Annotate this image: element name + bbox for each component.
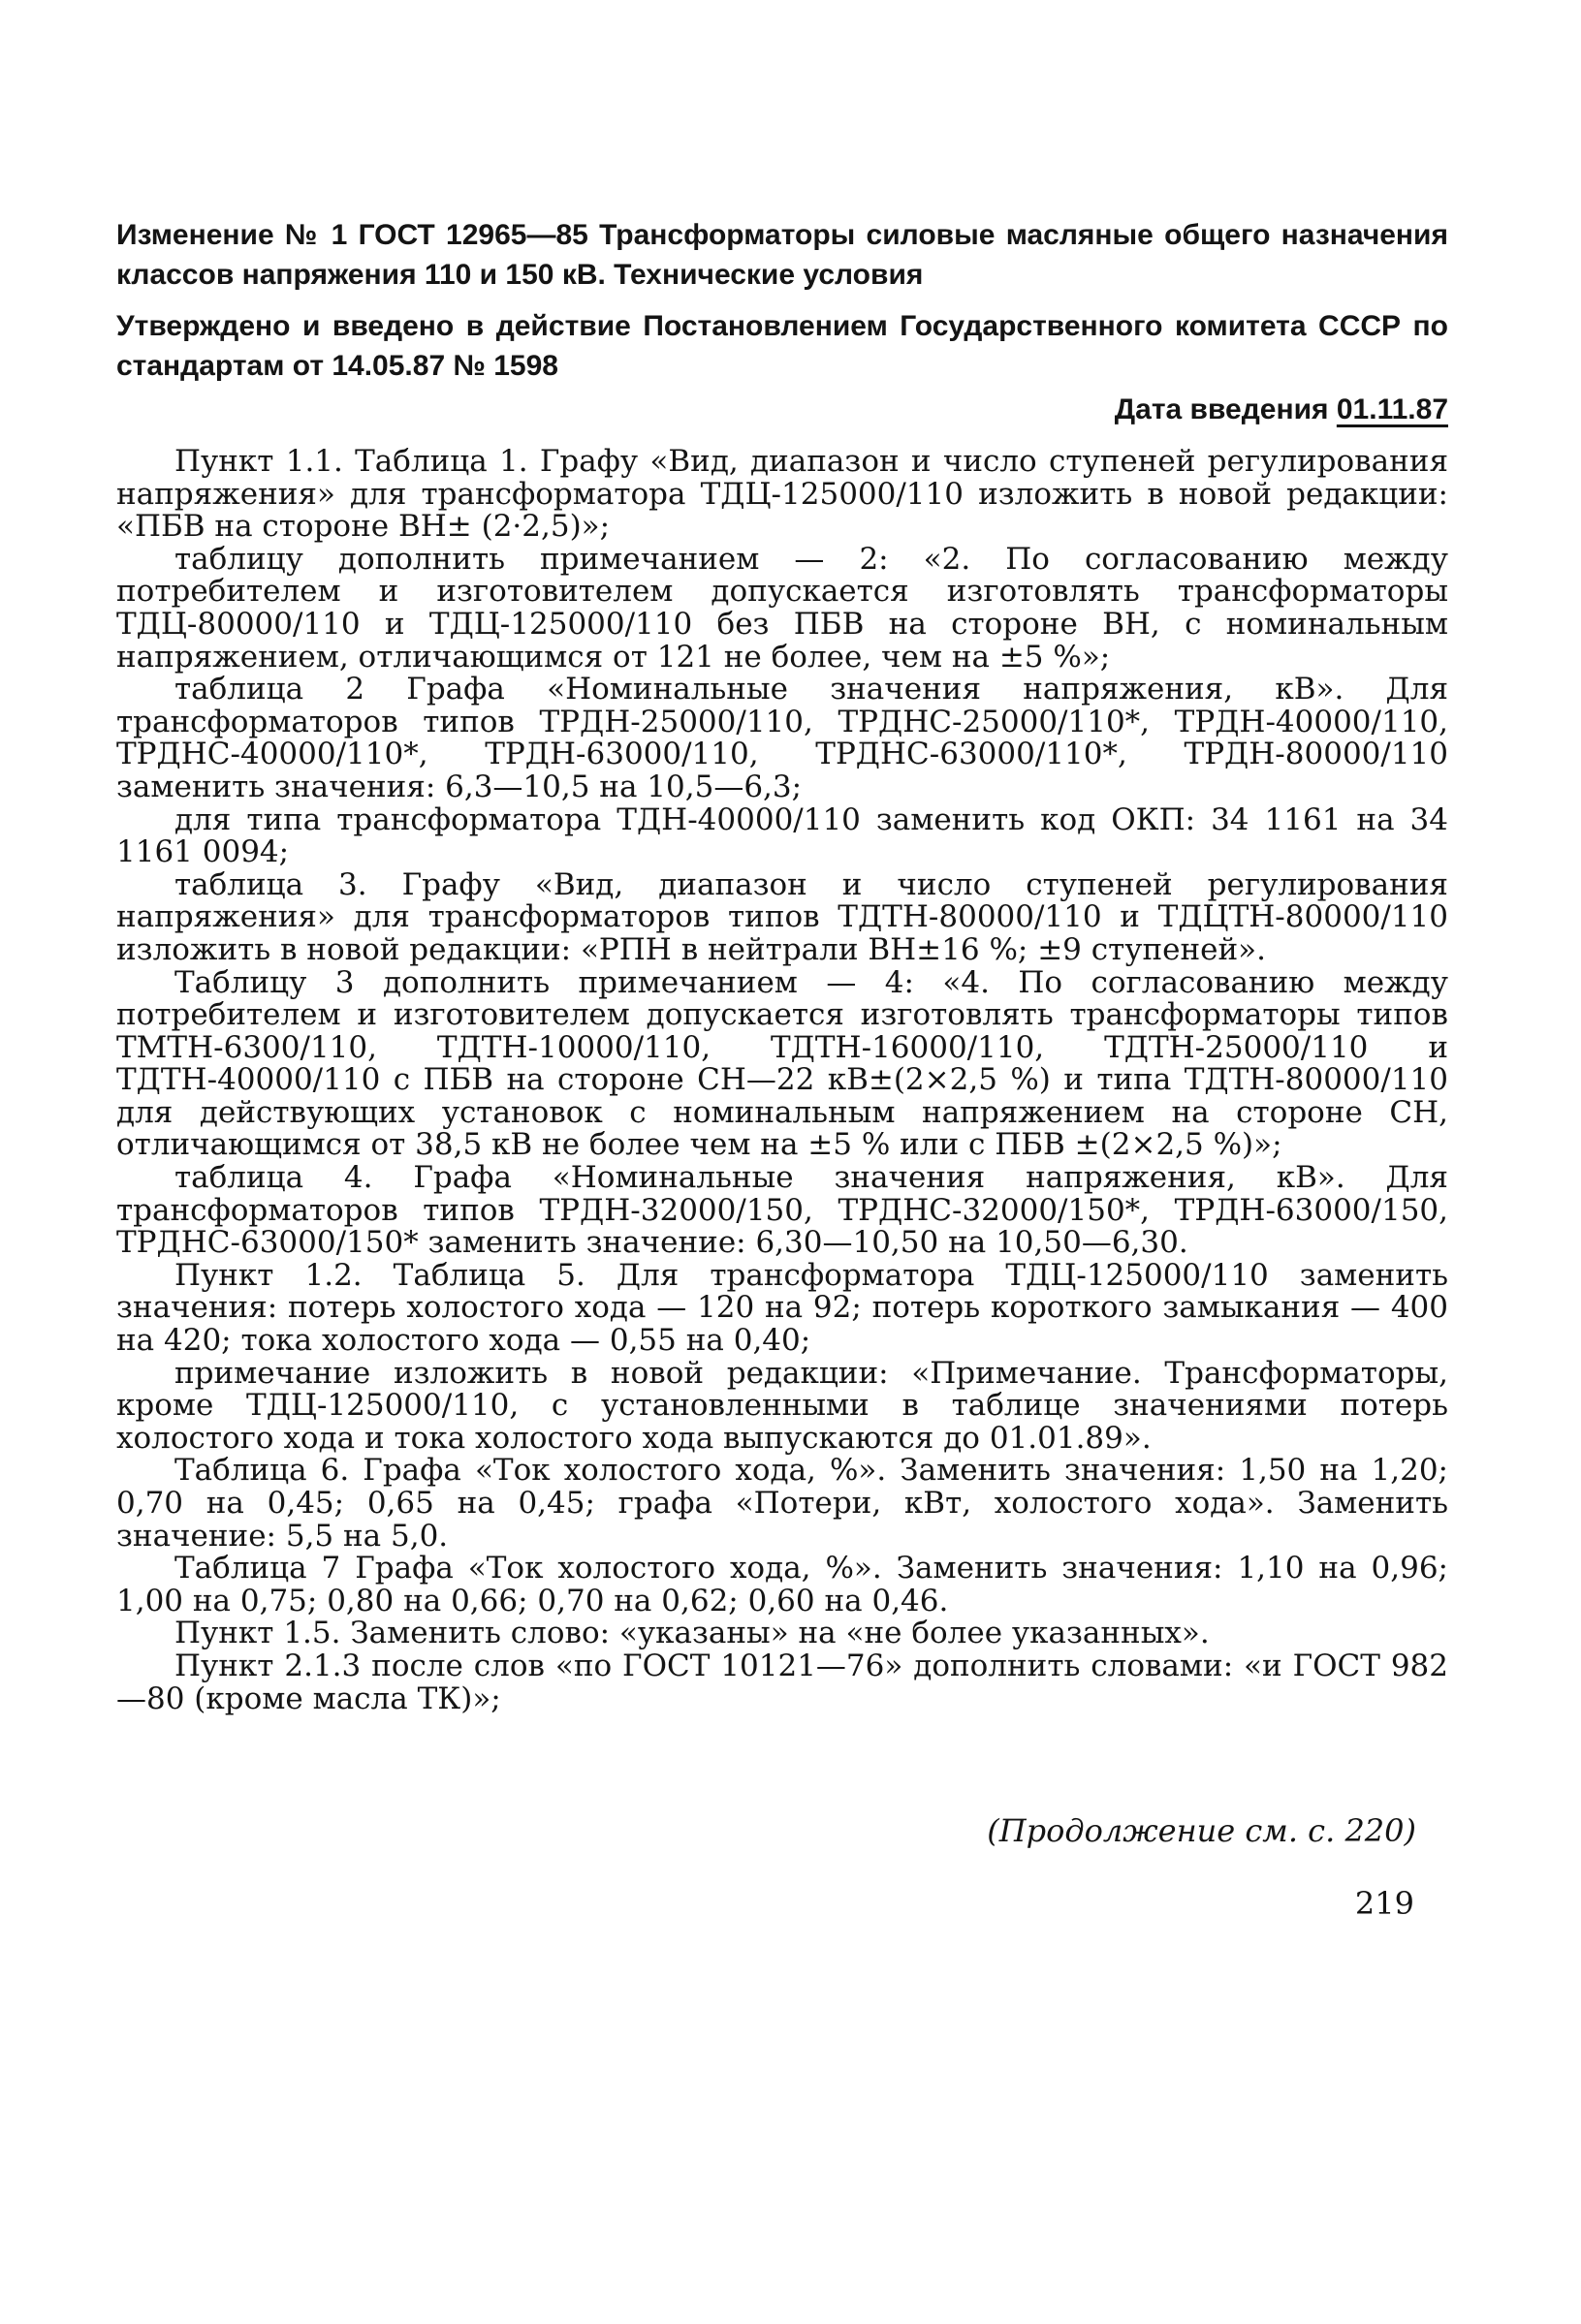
document-header: [116, 215, 1448, 429]
continuation-note: (Продолжение см. с. 220): [987, 1812, 1416, 1849]
paragraph: таблицу дополнить примечанием — 2: «2. По согласованию между потребителем и изготовителем допускается изготовлять трансформаторы ТДЦ-80000/110 и ТДЦ-125000/110 без ПБВ на стороне ВН, с номинальным напряжением, отличающимся от 121 не более, чем на ±5 %»;: [116, 541, 1448, 675]
paragraph: таблица 2 Графа «Номинальные значения напряжения, кВ». Для трансформаторов типов ТРДН-25000/110, ТРДНС-25000/110*, ТРДН-40000/110, ТРДНС-40000/110*, ТРДН-63000/110, ТРДНС-63000/110*, ТРДН-80000/110 заменить значения: 6,3—10,5 на 10,5—6,3;: [116, 672, 1448, 804]
page-number: 219: [1354, 1885, 1414, 1922]
paragraph: примечание изложить в новой редакции: «Примечание. Трансформаторы, кроме ТДЦ-125000/110, с установленными в таблице значениями потерь холостого хода и тока холостого хода выпускаются до 01.01.89».: [116, 1355, 1448, 1456]
paragraph: для типа трансформатора ТДН-40000/110 заменить код ОКП: 34 1161 на 34 1161 0094;: [116, 801, 1448, 870]
effective-date-value: 01.11.87: [1336, 393, 1448, 425]
paragraph: таблица 3. Графу «Вид, диапазон и число ступеней регулирования напряжения» для трансформаторов типов ТДТН-80000/110 и ТДЦТН-80000/110 изложить в новой редакции: «РПН в нейтрали ВН±16 %; ±9 ступеней».: [116, 866, 1448, 967]
approval-statement: Утверждено и введено в действие Постановлением Государственного комитета СССР по стандартам от 14.05.87 № 1598: [116, 310, 1448, 382]
paragraph: Пункт 1.2. Таблица 5. Для трансформатора ТДЦ-125000/110 заменить значения: потерь холостого хода — 120 на 92; потерь короткого замыкания — 400 на 420; тока холостого хода — 0,55 на 0,40;: [116, 1257, 1448, 1359]
paragraph: Пункт 1.1. Таблица 1. Графу «Вид, диапазон и число ступеней регулирования напряжения» для трансформатора ТДЦ-125000/110 изложить в новой редакции: «ПБВ на стороне ВН± (2·2,5)»;: [116, 444, 1448, 545]
effective-date-label: Дата введения: [1114, 393, 1329, 425]
amendment-title: Изменение № 1 ГОСТ 12965—85 Трансформаторы силовые масляные общего назначения классов напряжения 110 и 150 кВ. Технические условия: [116, 219, 1448, 291]
document-body: [116, 446, 1448, 1715]
paragraph: Пункт 1.5. Заменить слово: «указаны» на «не более указанных».: [174, 1616, 1210, 1651]
paragraph: Таблица 7 Графа «Ток холостого хода, %». Заменить значения: 1,10 на 0,96; 1,00 на 0,75; 0,80 на 0,66; 0,70 на 0,62; 0,60 на 0,46.: [116, 1551, 1448, 1618]
paragraph: Таблицу 3 дополнить примечанием — 4: «4. По согласованию между потребителем и изготовителем допускается изготовлять трансформаторы типов ТМТН-6300/110, ТДТН-10000/110, ТДТН-16000/110, ТДТН-25000/110 и ТДТН-40000/110 с ПБВ на стороне СН—22 кВ±(2×2,5 %) и типа ТДТН-80000/110 для действующих установок с номинальным напряжением на стороне СН, отличающимся от 38,5 кВ не более чем на ±5 % или с ПБВ ±(2×2,5 %)»;: [116, 964, 1448, 1163]
paragraph: Пункт 2.1.3 после слов «по ГОСТ 10121—76» дополнить словами: «и ГОСТ 982—80 (кроме масла ТК)»;: [116, 1648, 1448, 1716]
paragraph: Таблица 6. Графа «Ток холостого хода, %». Заменить значения: 1,50 на 1,20; 0,70 на 0,45; 0,65 на 0,45; графа «Потери, кВт, холостого хода». Заменить значение: 5,5 на 5,0.: [116, 1453, 1448, 1554]
effective-date: [116, 390, 1448, 429]
paragraph: таблица 4. Графа «Номинальные значения напряжения, кВ». Для трансформаторов типов ТРДН-32000/150, ТРДНС-32000/150*, ТРДН-63000/150, ТРДНС-63000/150* заменить значение: 6,30—10,50 на 10,50—6,30.: [116, 1160, 1448, 1261]
